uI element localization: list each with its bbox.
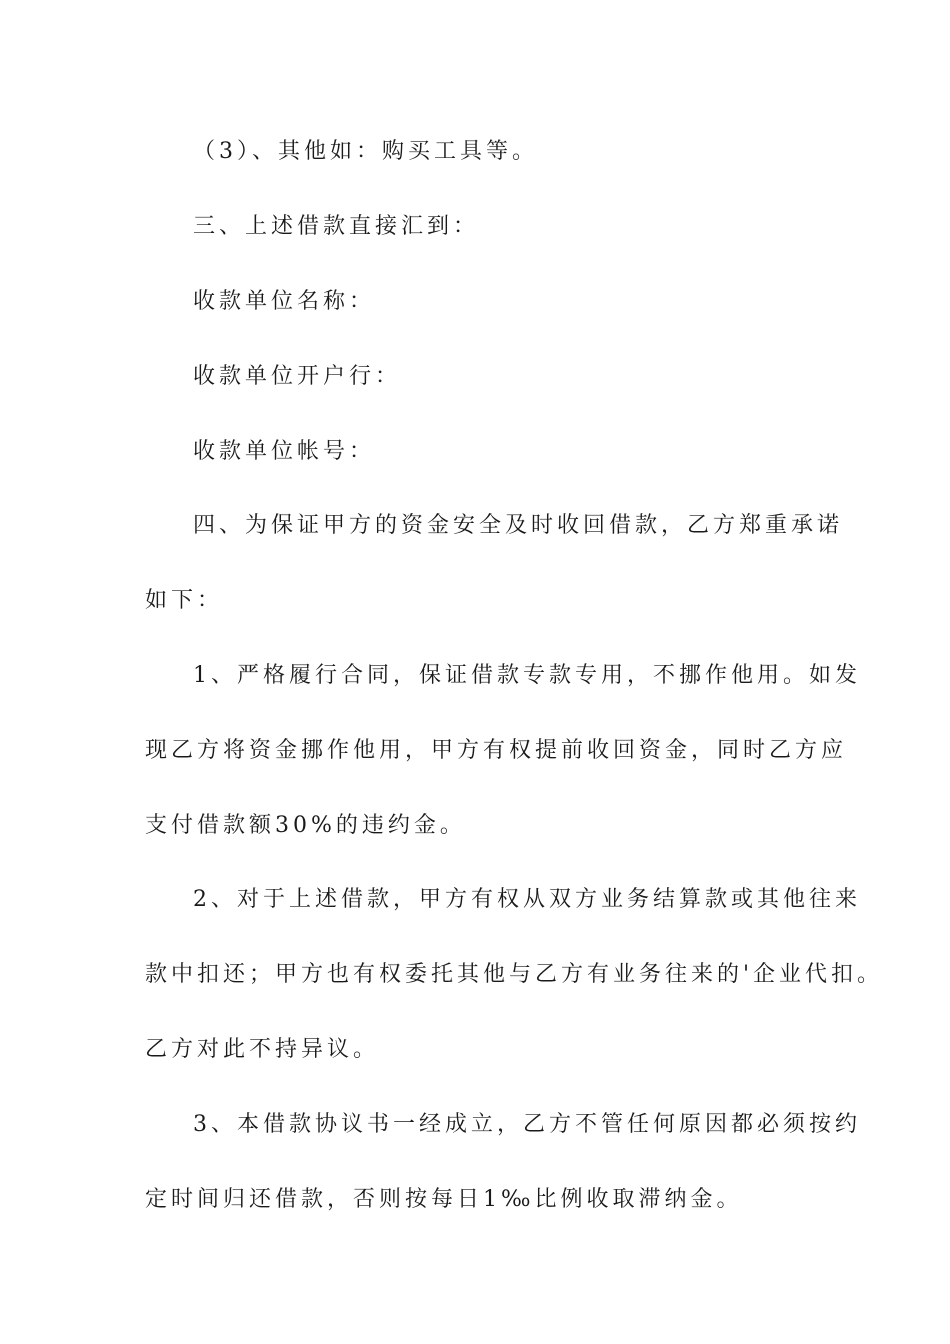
clause-2-line-2: 款中扣还；甲方也有权委托其他与乙方有业务往来的'企业代扣。 [145, 962, 884, 987]
payee-account-label: 收款单位帐号： [193, 439, 376, 464]
payee-bank-label: 收款单位开户行： [193, 364, 402, 389]
clause-3-line-1: 3、本借款协议书一经成立，乙方不管任何原因都必须按约 [193, 1112, 861, 1137]
section-4-line-1: 四、为保证甲方的资金安全及时收回借款，乙方郑重承诺 [193, 513, 844, 538]
clause-1-line-1: 1、严格履行合同，保证借款专款专用，不挪作他用。如发 [193, 663, 861, 688]
clause-1-line-2: 现乙方将资金挪作他用，甲方有权提前收回资金，同时乙方应 [145, 738, 848, 763]
clause-2-line-1: 2、对于上述借款，甲方有权从双方业务结算款或其他往来 [193, 887, 861, 912]
clause-3-line-2: 定时间归还借款，否则按每日1‰比例收取滞纳金。 [145, 1187, 743, 1212]
payee-name-label: 收款单位名称： [193, 289, 376, 314]
section-3-heading: 三、上述借款直接汇到： [193, 214, 480, 239]
section-4-line-2: 如下： [145, 588, 224, 613]
clause-3-other: （3）、其他如：购买工具等。 [193, 139, 538, 164]
clause-2-line-3: 乙方对此不持异议。 [145, 1037, 380, 1062]
clause-1-line-3: 支付借款额30%的违约金。 [145, 813, 466, 838]
